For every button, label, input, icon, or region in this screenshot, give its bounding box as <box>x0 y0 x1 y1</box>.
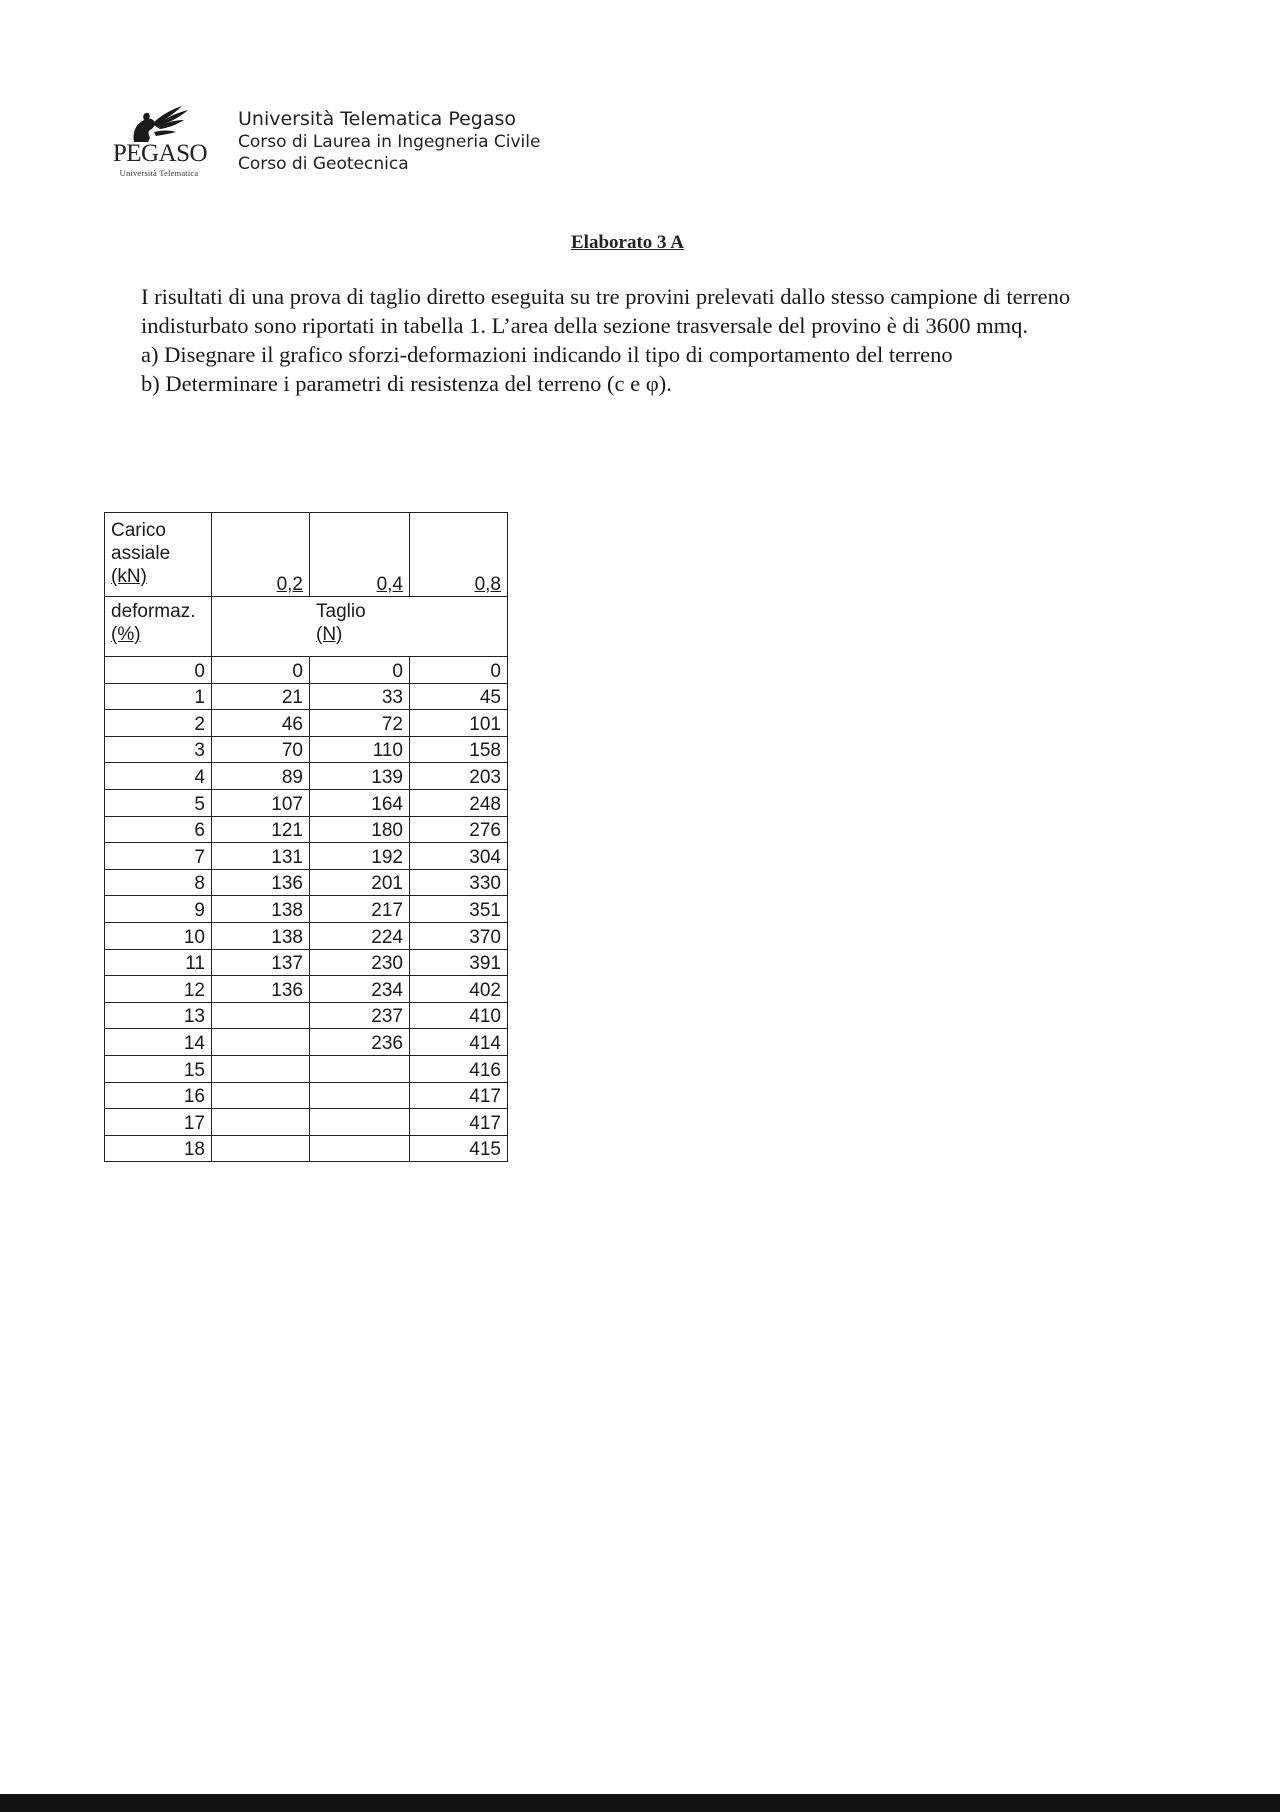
table-row <box>105 922 508 949</box>
shear-cell: 224 <box>310 922 410 949</box>
shear-cell: 276 <box>410 816 508 843</box>
shear-cell: 70 <box>212 736 310 763</box>
shear-cell: 121 <box>212 816 310 843</box>
table-row <box>105 1082 508 1109</box>
shear-cell <box>310 1055 410 1082</box>
shear-cell: 417 <box>410 1082 508 1109</box>
shear-cell: 107 <box>212 789 310 816</box>
strain-label-cell <box>105 597 212 657</box>
axial-load-header-row <box>105 513 508 597</box>
shear-cell: 402 <box>410 976 508 1003</box>
table-row <box>105 1055 508 1082</box>
shear-cell: 201 <box>310 869 410 896</box>
shear-cell: 101 <box>410 710 508 737</box>
strain-cell: 3 <box>105 736 212 763</box>
axial-load-label-2: assiale <box>111 543 171 564</box>
shear-cell <box>212 1029 310 1056</box>
strain-cell: 11 <box>105 949 212 976</box>
shear-cell: 234 <box>310 976 410 1003</box>
shear-cell: 351 <box>410 896 508 923</box>
strain-cell: 18 <box>105 1135 212 1162</box>
shear-cell: 137 <box>212 949 310 976</box>
degree-course: Corso di Laurea in Ingegneria Civile <box>238 132 541 152</box>
shear-cell: 304 <box>410 843 508 870</box>
shear-cell: 416 <box>410 1055 508 1082</box>
shear-cell <box>212 1135 310 1162</box>
shear-cell: 0 <box>212 657 310 684</box>
strain-cell: 8 <box>105 869 212 896</box>
shear-cell: 391 <box>410 949 508 976</box>
shear-cell: 131 <box>212 843 310 870</box>
scan-bottom-edge <box>0 1794 1280 1812</box>
course-name: Corso di Geotecnica <box>238 154 409 174</box>
logo-subtitle: Università Telematica <box>119 168 199 178</box>
shear-cell: 46 <box>212 710 310 737</box>
shear-cell: 230 <box>310 949 410 976</box>
strain-cell: 17 <box>105 1109 212 1136</box>
axial-load-label-3: (kN) <box>111 566 147 587</box>
task-b: b) Determinare i parametri di resistenza del terreno (c e φ). <box>141 371 672 396</box>
table-row <box>105 683 508 710</box>
strain-cell: 2 <box>105 710 212 737</box>
axial-load-value: 0,8 <box>410 513 508 597</box>
shear-cell: 139 <box>310 763 410 790</box>
column-header-row <box>105 597 508 657</box>
table-row <box>105 1135 508 1162</box>
shear-cell: 45 <box>410 683 508 710</box>
shear-test-table <box>104 512 508 1162</box>
shear-cell: 136 <box>212 869 310 896</box>
shear-cell: 33 <box>310 683 410 710</box>
shear-cell: 203 <box>410 763 508 790</box>
strain-cell: 4 <box>105 763 212 790</box>
shear-cell: 370 <box>410 922 508 949</box>
shear-cell: 237 <box>310 1002 410 1029</box>
table-row <box>105 1002 508 1029</box>
pegasus-icon <box>104 104 214 144</box>
logo-wordmark: PEGASO <box>112 140 208 167</box>
shear-label-cell <box>212 597 508 657</box>
table-row <box>105 843 508 870</box>
shear-cell <box>310 1082 410 1109</box>
shear-cell <box>310 1109 410 1136</box>
shear-cell <box>310 1135 410 1162</box>
shear-cell <box>212 1002 310 1029</box>
axial-load-label-cell <box>105 513 212 597</box>
shear-cell: 330 <box>410 869 508 896</box>
shear-cell <box>212 1082 310 1109</box>
shear-cell: 138 <box>212 922 310 949</box>
axial-load-label-1: Carico <box>111 520 166 541</box>
strain-cell: 9 <box>105 896 212 923</box>
table-row <box>105 976 508 1003</box>
table-row <box>105 869 508 896</box>
strain-cell: 7 <box>105 843 212 870</box>
institution-header <box>238 107 540 175</box>
shear-cell: 138 <box>212 896 310 923</box>
shear-cell: 21 <box>212 683 310 710</box>
axial-load-value: 0,2 <box>212 513 310 597</box>
table-row <box>105 736 508 763</box>
shear-cell: 110 <box>310 736 410 763</box>
table-row <box>105 816 508 843</box>
strain-cell: 16 <box>105 1082 212 1109</box>
shear-cell: 414 <box>410 1029 508 1056</box>
paragraph-line-2: indisturbato sono riportati in tabella 1. L’area della sezione trasversale del provino è di 3600 mmq. <box>141 313 1029 338</box>
strain-cell: 1 <box>105 683 212 710</box>
shear-cell: 417 <box>410 1109 508 1136</box>
table-row <box>105 710 508 737</box>
table-row <box>105 1109 508 1136</box>
shear-cell: 236 <box>310 1029 410 1056</box>
pegaso-logo <box>104 104 214 186</box>
assignment-title: Elaborato 3 A <box>571 232 684 253</box>
table-row <box>105 1029 508 1056</box>
table-row <box>105 789 508 816</box>
strain-cell: 13 <box>105 1002 212 1029</box>
shear-cell: 415 <box>410 1135 508 1162</box>
axial-load-value: 0,4 <box>310 513 410 597</box>
paragraph-line-1: I risultati di una prova di taglio diretto eseguita su tre provini prelevati dallo stesso campione di terreno <box>141 284 1071 309</box>
table-row <box>105 763 508 790</box>
strain-cell: 5 <box>105 789 212 816</box>
strain-cell: 14 <box>105 1029 212 1056</box>
shear-label-1: Taglio <box>316 601 366 622</box>
strain-cell: 0 <box>105 657 212 684</box>
shear-cell: 0 <box>310 657 410 684</box>
shear-cell: 192 <box>310 843 410 870</box>
shear-cell: 164 <box>310 789 410 816</box>
shear-cell: 0 <box>410 657 508 684</box>
university-name: Università Telematica Pegaso <box>238 108 517 130</box>
shear-cell: 248 <box>410 789 508 816</box>
shear-cell: 410 <box>410 1002 508 1029</box>
shear-label-2: (N) <box>316 624 343 645</box>
shear-cell: 72 <box>310 710 410 737</box>
shear-cell: 217 <box>310 896 410 923</box>
shear-cell: 158 <box>410 736 508 763</box>
table-row <box>105 896 508 923</box>
strain-cell: 10 <box>105 922 212 949</box>
task-a: a) Disegnare il grafico sforzi-deformazioni indicando il tipo di comportamento del terreno <box>141 342 953 367</box>
table-row <box>105 657 508 684</box>
strain-label-1: deformaz. <box>111 601 196 622</box>
strain-label-2: (%) <box>111 624 141 645</box>
strain-cell: 6 <box>105 816 212 843</box>
table-row <box>105 949 508 976</box>
strain-cell: 15 <box>105 1055 212 1082</box>
assignment-body <box>141 282 1181 398</box>
shear-cell <box>212 1109 310 1136</box>
shear-cell: 136 <box>212 976 310 1003</box>
shear-cell: 180 <box>310 816 410 843</box>
shear-cell: 89 <box>212 763 310 790</box>
shear-cell <box>212 1055 310 1082</box>
strain-cell: 12 <box>105 976 212 1003</box>
